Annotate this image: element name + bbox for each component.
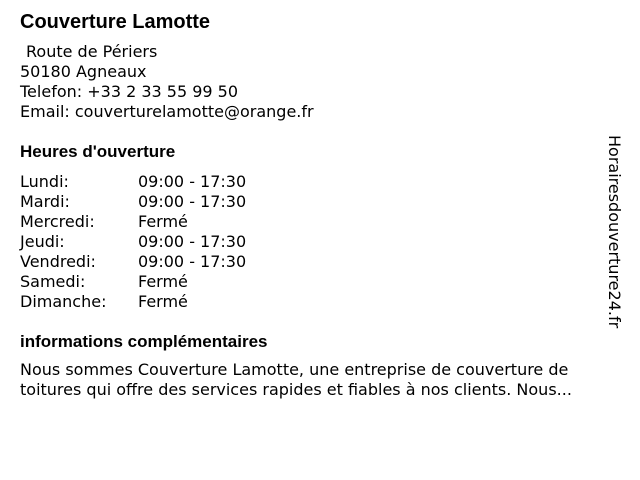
site-watermark: Horairesdouverture24.fr xyxy=(605,135,624,329)
hours-value: 09:00 - 17:30 xyxy=(138,232,247,251)
business-name: Couverture Lamotte xyxy=(20,11,211,33)
city-postcode: 50180 Agneaux xyxy=(20,62,147,81)
email-address: Email: couverturelamotte@orange.fr xyxy=(20,102,314,121)
street-address: Route de Périers xyxy=(26,42,158,61)
day-label: Mardi: xyxy=(20,192,70,211)
phone-number: Telefon: +33 2 33 55 99 50 xyxy=(20,82,239,101)
hours-value: Fermé xyxy=(138,212,188,231)
hours-row-monday xyxy=(20,172,620,192)
hours-value: Fermé xyxy=(138,292,188,311)
hours-row-saturday xyxy=(20,272,620,292)
day-label: Vendredi: xyxy=(20,252,96,271)
hours-row-sunday xyxy=(20,292,620,312)
day-label: Lundi: xyxy=(20,172,69,191)
hours-row-wednesday xyxy=(20,212,620,232)
hours-row-tuesday xyxy=(20,192,620,212)
day-label: Mercredi: xyxy=(20,212,95,231)
day-label: Dimanche: xyxy=(20,292,107,311)
hours-row-friday xyxy=(20,252,620,272)
hours-value: Fermé xyxy=(138,272,188,291)
hours-value: 09:00 - 17:30 xyxy=(138,252,247,271)
business-description: Nous sommes Couverture Lamotte, une entreprise de couverture de toitures qui offre des services rapides et fiables à nos clients. Nous... xyxy=(20,360,572,399)
day-label: Samedi: xyxy=(20,272,86,291)
opening-hours-table xyxy=(20,172,620,312)
address-block xyxy=(20,42,620,122)
day-label: Jeudi: xyxy=(20,232,65,251)
hours-value: 09:00 - 17:30 xyxy=(138,172,247,191)
hours-value: 09:00 - 17:30 xyxy=(138,192,247,211)
business-card xyxy=(20,10,620,400)
additional-info-heading: informations complémentaires xyxy=(20,332,268,351)
opening-hours-heading: Heures d'ouverture xyxy=(20,142,176,161)
hours-row-thursday xyxy=(20,232,620,252)
